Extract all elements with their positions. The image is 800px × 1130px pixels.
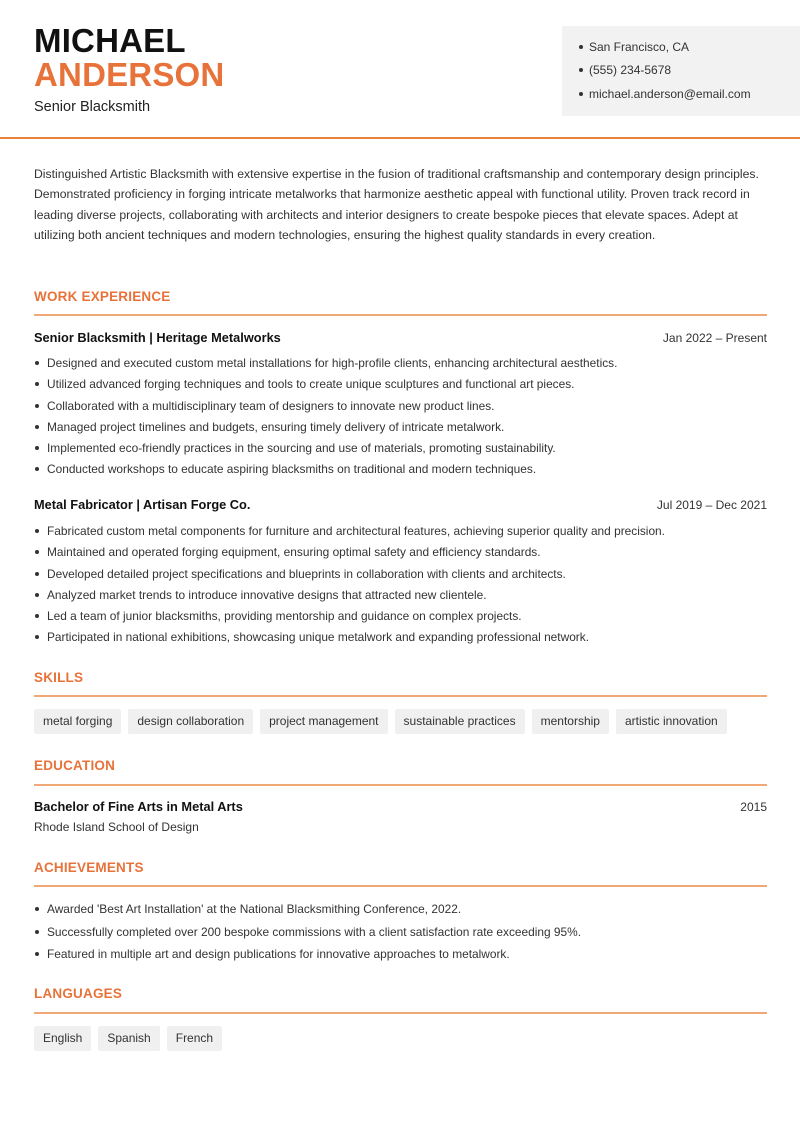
achievements-heading: ACHIEVEMENTS xyxy=(34,860,144,875)
list-item: Conducted workshops to educate aspiring blacksmiths on traditional and modern techniques. xyxy=(34,460,767,481)
bullet-icon xyxy=(579,45,583,49)
job-role: Senior Blacksmith | Heritage Metalworks xyxy=(34,330,281,345)
section-divider xyxy=(34,784,767,786)
list-item: Implemented eco-friendly practices in the sourcing and use of materials, promoting sustainability. xyxy=(34,439,767,460)
job-title: Senior Blacksmith xyxy=(34,99,151,115)
list-item: Designed and executed custom metal installations for high-profile clients, enhancing architectural aesthetics. xyxy=(34,354,767,375)
education-header xyxy=(34,799,767,814)
list-item: Analyzed market trends to introduce innovative designs that attracted new clientele. xyxy=(34,586,767,607)
skill-tag: metal forging xyxy=(34,709,121,734)
section-divider xyxy=(34,885,767,887)
list-item: Utilized advanced forging techniques and tools to create unique sculptures and functional art pieces. xyxy=(34,375,767,396)
list-item: Fabricated custom metal components for furniture and architectural features, achieving superior quality and precision. xyxy=(34,522,767,543)
skill-tag: sustainable practices xyxy=(395,709,525,734)
job-header xyxy=(34,330,767,345)
language-tag: French xyxy=(167,1026,222,1051)
contact-email[interactable]: michael.anderson@email.com xyxy=(579,87,751,101)
list-item: Awarded 'Best Art Installation' at the National Blacksmithing Conference, 2022. xyxy=(34,900,767,923)
list-item: Successfully completed over 200 bespoke commissions with a client satisfaction rate exceeding 95%. xyxy=(34,923,767,946)
list-item: Led a team of junior blacksmiths, providing mentorship and guidance on complex projects. xyxy=(34,607,767,628)
section-divider xyxy=(34,1012,767,1014)
skill-tag: design collaboration xyxy=(128,709,253,734)
school-name: Rhode Island School of Design xyxy=(34,820,199,834)
job-bullets xyxy=(34,354,767,482)
list-item: Featured in multiple art and design publications for innovative approaches to metalwork. xyxy=(34,945,767,968)
list-item: Maintained and operated forging equipment, ensuring optimal safety and efficiency standards. xyxy=(34,543,767,564)
degree: Bachelor of Fine Arts in Metal Arts xyxy=(34,799,243,814)
skill-tag: mentorship xyxy=(532,709,609,734)
contact-phone[interactable]: (555) 234-5678 xyxy=(579,63,671,77)
job-role: Metal Fabricator | Artisan Forge Co. xyxy=(34,497,251,512)
job-bullets xyxy=(34,522,767,650)
job-header xyxy=(34,497,767,512)
first-name: MICHAEL xyxy=(34,22,186,59)
languages-heading: LANGUAGES xyxy=(34,986,123,1001)
language-tag: English xyxy=(34,1026,91,1051)
job-dates: Jul 2019 – Dec 2021 xyxy=(656,498,767,512)
bullet-icon xyxy=(579,68,583,72)
contact-box xyxy=(562,26,800,116)
skill-tag: project management xyxy=(260,709,387,734)
list-item: Developed detailed project specifications and blueprints in collaboration with clients and architects. xyxy=(34,565,767,586)
language-tags xyxy=(34,1026,222,1051)
skills-heading: SKILLS xyxy=(34,670,84,685)
language-tag: Spanish xyxy=(98,1026,159,1051)
resume-header xyxy=(0,0,800,139)
list-item: Managed project timelines and budgets, ensuring timely delivery of intricate metalwork. xyxy=(34,418,767,439)
summary-paragraph: Distinguished Artistic Blacksmith with extensive expertise in the fusion of traditional craftsmanship and contemporary design principles. Demonstrated proficiency in forging intricate metalworks that harmonize aesthetic appeal with functional utility. Proven track record in leading diverse projects, collaborating with architects and interior designers to create bespoke pieces that elevate spaces. Adept at utilizing both ancient techniques and modern technologies, ensuring the highest quality standards in every creation. xyxy=(34,167,759,243)
last-name: ANDERSON xyxy=(34,56,225,93)
education-heading: EDUCATION xyxy=(34,758,116,773)
graduation-year: 2015 xyxy=(740,800,767,814)
job-dates: Jan 2022 – Present xyxy=(662,331,767,345)
list-item: Participated in national exhibitions, showcasing unique metalwork and expanding professional network. xyxy=(34,628,767,649)
contact-location: San Francisco, CA xyxy=(579,40,689,54)
work-experience-heading: WORK EXPERIENCE xyxy=(34,289,171,304)
achievements-list xyxy=(34,900,767,968)
skills-tags xyxy=(34,709,727,734)
section-divider xyxy=(34,695,767,697)
section-divider xyxy=(34,314,767,316)
list-item: Collaborated with a multidisciplinary team of designers to innovate new product lines. xyxy=(34,397,767,418)
bullet-icon xyxy=(579,92,583,96)
skill-tag: artistic innovation xyxy=(616,709,727,734)
